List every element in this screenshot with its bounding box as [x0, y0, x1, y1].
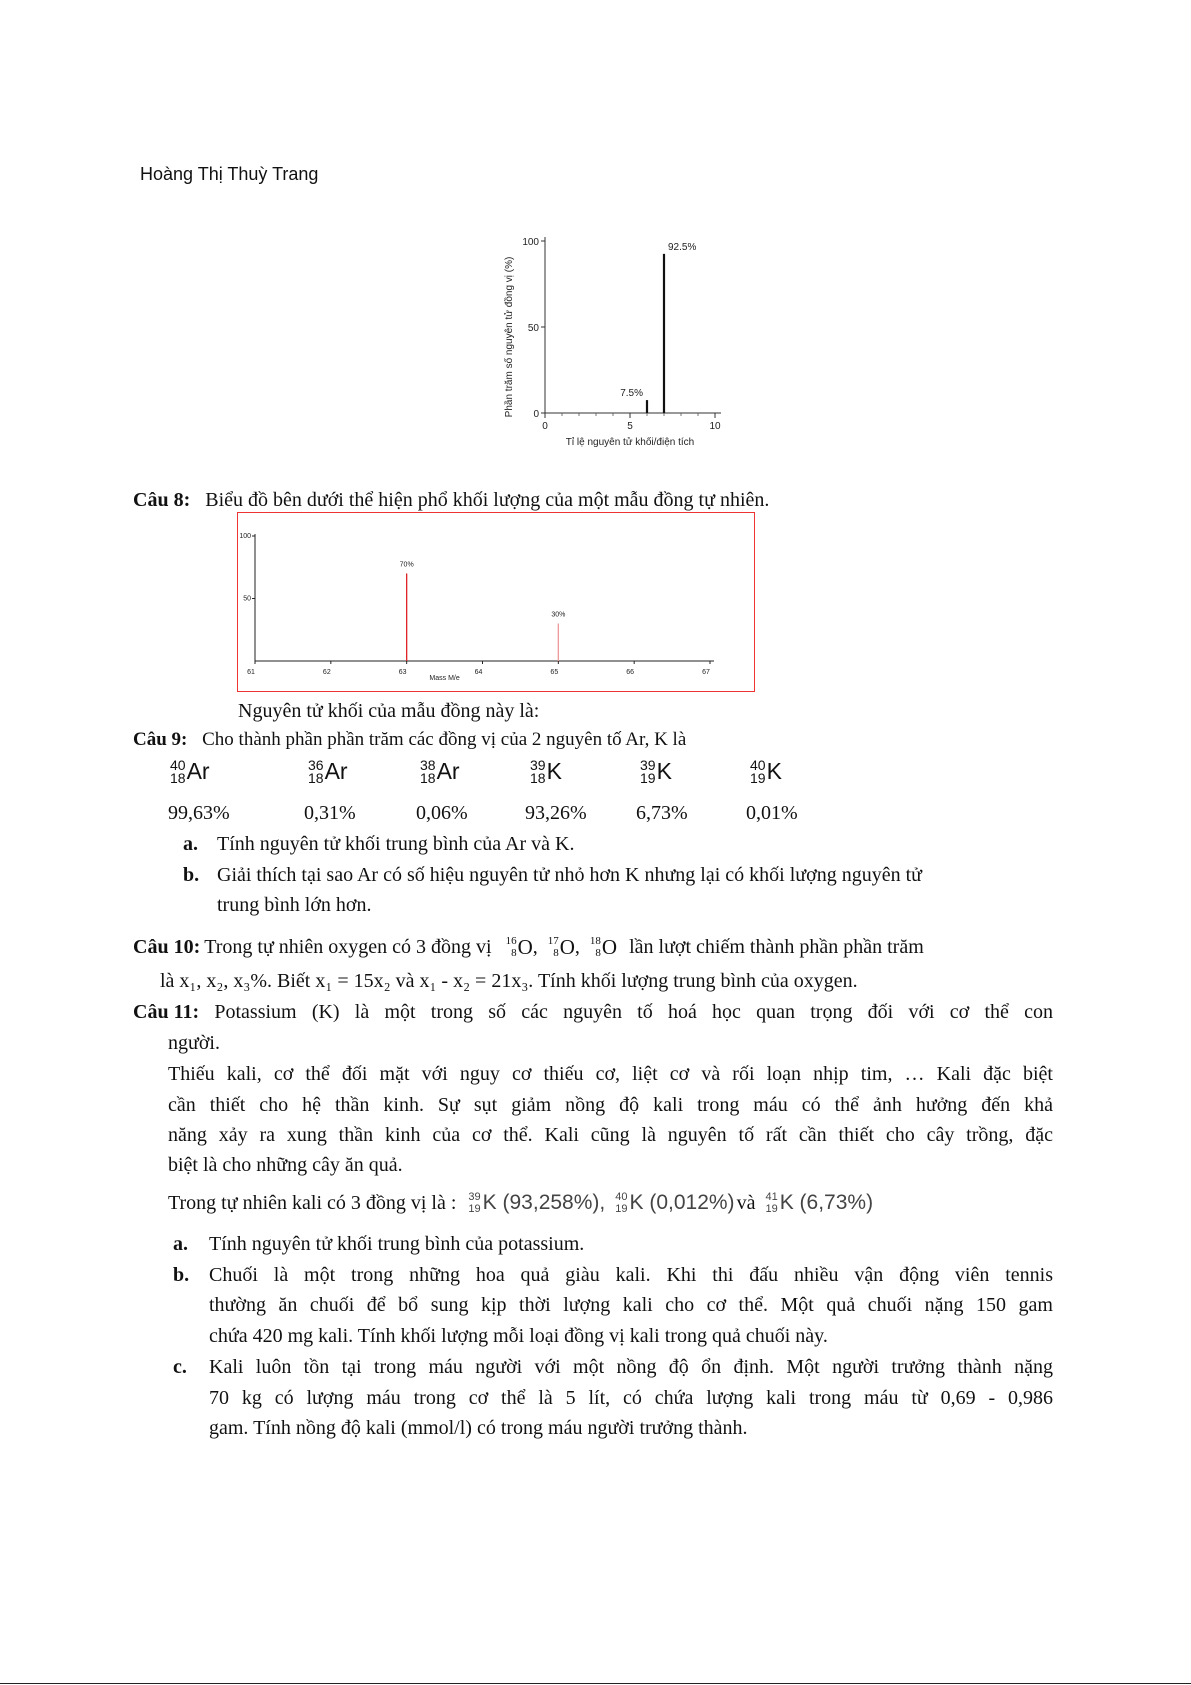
question-11-b: b. Chuối là một trong những hoa quả giàu kali. Khi thi đấu nhiều vận động viên tennis	[173, 1264, 1053, 1286]
oxygen-isotope: 18 8 O	[589, 935, 618, 959]
question-9-b-cont: trung bình lớn hơn.	[217, 894, 372, 916]
question-11-intro-cont: người.	[168, 1032, 220, 1054]
author-header: Hoàng Thị Thuỳ Trang	[140, 164, 319, 184]
question-11: Câu 11: Potassium (K) là một trong số các nguyên tố hoá học quan trọng đối với cơ thể con	[133, 997, 1053, 1027]
isotope-symbol: 39 19 K	[640, 756, 672, 786]
copper-mass-spectrum-chart	[238, 513, 754, 691]
isotope-symbol-row	[170, 758, 850, 798]
x-tick-label: 61	[247, 669, 255, 676]
oxygen-isotope: 17 8 O	[547, 935, 575, 959]
x-tick-label: 62	[322, 669, 331, 676]
question-11-label: Câu 11:	[133, 1001, 200, 1023]
isotope-percent: 6,73%	[636, 802, 688, 824]
x-tick-label: 64	[474, 669, 483, 676]
potassium-isotope: 40 19 K (0,012%)	[615, 1191, 735, 1215]
isotope-percent: 0,01%	[746, 802, 798, 824]
potassium-isotopes-line: Trong tự nhiên kali có 3 đồng vị là : 39 19 K (93,258%), 40 19 K (0,012%) và 41 19 K (6,73%)	[168, 1188, 873, 1218]
x-tick-label: 63	[398, 669, 407, 676]
paragraph-line: năng xảy ra xung thần kinh của cơ thể. Kali cũng là nguyên tố rất cần thiết cho cây trồng, đặc	[168, 1124, 1053, 1146]
isotope-symbol: 38 18 Ar	[420, 756, 460, 786]
data-label: 30%	[551, 611, 566, 619]
isotope-percent: 99,63%	[168, 802, 230, 824]
paragraph-line: biệt là cho những cây ăn quả.	[168, 1154, 403, 1176]
question-11-c-cont: gam. Tính nồng độ kali (mmol/l) có trong máu người trưởng thành.	[209, 1417, 748, 1439]
y-tick-label: 50	[527, 323, 539, 334]
question-8	[133, 485, 769, 515]
question-10: Câu 10: Trong tự nhiên oxygen có 3 đồng vị 16 8 O , 17 8 O , 18 8 O lần lượt chiếm thành phần phần trăm	[133, 932, 1053, 962]
question-9-b: b. Giải thích tại sao Ar có số hiệu nguyên tử nhỏ hơn K nhưng lại có khối lượng nguyên tử	[183, 864, 922, 886]
copper-chart-frame	[237, 512, 755, 692]
question-11-b-cont: chứa 420 mg kali. Tính khối lượng mỗi loại đồng vị kali trong quả chuối này.	[209, 1325, 828, 1347]
data-label: 7.5%	[620, 388, 643, 400]
data-label: 92.5%	[668, 241, 697, 253]
x-tick-label: 65	[550, 669, 559, 676]
isotope-symbol: 40 19 K	[750, 756, 782, 786]
y-tick-label: 100	[239, 533, 251, 540]
question-9-text: Cho thành phần phần trăm các đồng vị của 2 nguyên tố Ar, K là	[202, 729, 687, 750]
x-tick-label: 10	[709, 421, 721, 432]
isotope-percent: 0,31%	[304, 802, 356, 824]
isotope-percent: 0,06%	[416, 802, 468, 824]
question-8-followup: Nguyên tử khối của mẫu đồng này là:	[238, 700, 540, 722]
isotope-symbol: 40 18 Ar	[170, 756, 210, 786]
isotope-symbol: 36 18 Ar	[308, 756, 348, 786]
question-10-cont: là x₁, x₂, x₃%. Biết x₁ = 15x₂ và x₁ - x₂ = 21x₃. Tính khối lượng trung bình của oxygen.	[160, 970, 858, 992]
x-tick-label: 67	[702, 669, 710, 676]
x-axis-label: Tỉ lệ nguyên tử khối/điện tích	[565, 437, 695, 448]
potassium-isotope: 39 19 K (93,258%),	[468, 1191, 606, 1215]
paragraph-line: Thiếu kali, cơ thể đối mặt với nguy cơ thiếu cơ, liệt cơ và rối loạn nhịp tim, … Kali đặc biệt	[168, 1063, 1053, 1085]
question-11-c-cont: 70 kg có lượng máu trong cơ thể là 5 lít, có chứa lượng kali trong máu từ 0,69 - 0,986	[209, 1387, 1053, 1409]
question-11-b-cont: thường ăn chuối để bổ sung kịp thời lượng kali cho cơ thể. Một quả chuối nặng 150 gam	[209, 1294, 1053, 1316]
x-tick-label: 5	[627, 421, 633, 432]
question-8-label: Câu 8:	[133, 489, 191, 511]
question-9-label: Câu 9:	[133, 729, 188, 750]
y-tick-label: 100	[522, 237, 539, 248]
footer-rule	[0, 1683, 1191, 1684]
paragraph-line: cần thiết cho hệ thần kinh. Sự sụt giảm nồng độ kali trong máu có thể ảnh hưởng đến khả	[168, 1094, 1053, 1116]
isotope-symbol: 39 18 K	[530, 756, 562, 786]
potassium-isotope: 41 19 K (6,73%)	[765, 1191, 874, 1215]
x-tick-label: 66	[626, 669, 635, 676]
isotope-percent: 93,26%	[525, 802, 587, 824]
question-11-a: a. Tính nguyên tử khối trung bình của potassium.	[173, 1233, 585, 1255]
question-10-label: Câu 10:	[133, 936, 201, 958]
y-tick-label: 50	[243, 595, 251, 603]
question-8-text: Biểu đồ bên dưới thể hiện phổ khối lượng của một mẫu đồng tự nhiên.	[205, 489, 770, 511]
x-axis-label: Mass M/e	[429, 675, 460, 682]
question-11-c: c. Kali luôn tồn tại trong máu người với một nồng độ ổn định. Một người trưởng thành nặng	[173, 1356, 1053, 1378]
isotope-mass-spectrum-chart	[490, 235, 760, 480]
y-tick-label: 0	[533, 409, 539, 420]
data-label: 70%	[399, 561, 414, 569]
question-9	[133, 725, 686, 755]
y-axis-label: Phần trăm số nguyên tử đồng vị (%)	[504, 256, 515, 418]
x-tick-label: 0	[542, 421, 548, 432]
isotope-percent-row	[168, 798, 868, 828]
oxygen-isotope: 16 8 O	[505, 935, 533, 959]
question-9-a: a. Tính nguyên tử khối trung bình của Ar và K.	[183, 833, 575, 855]
